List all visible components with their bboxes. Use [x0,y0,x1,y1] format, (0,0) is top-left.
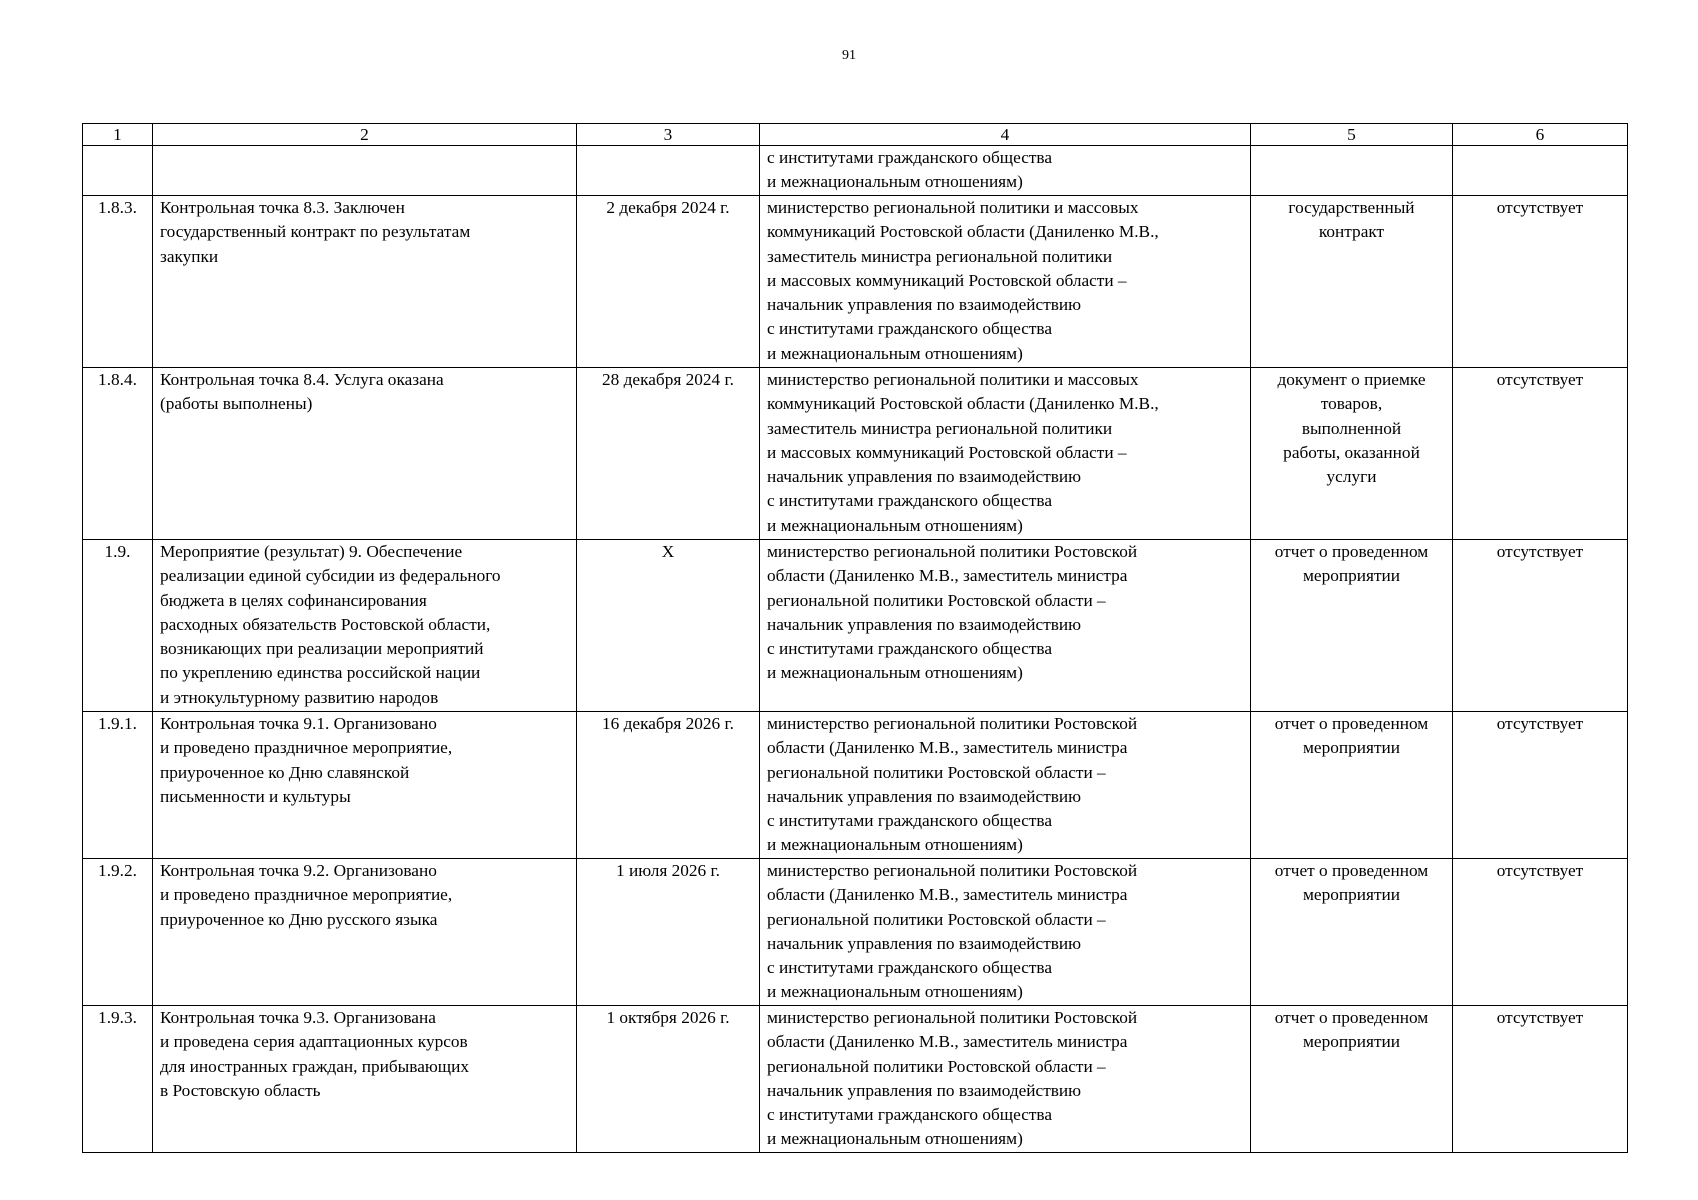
cell-date [577,1006,760,1153]
document-line: контракт [1318,222,1385,242]
column-header-3: 3 [577,124,760,146]
responsible-line: и межнациональным отношениям) [767,663,1023,683]
event-line: приуроченное ко Дню славянской [160,762,410,782]
event-line: расходных обязательств Ростовской области, [160,614,491,634]
row-number: 1.9.1. [98,714,137,733]
responsible-line: с институтами гражданского общества [767,148,1053,167]
cell-event [153,540,577,712]
responsible-line: и межнациональным отношениям) [767,172,1023,192]
date-text: 28 декабря 2024 г. [602,370,734,389]
event-line: письменности и культуры [160,786,351,806]
cell-num [83,368,153,540]
responsible-line: министерство региональной политики Ростовской [767,1008,1138,1027]
column-header-2: 2 [153,124,577,146]
responsible-line: коммуникаций Ростовской области (Даниленко М.В., [767,222,1159,242]
plan-table [82,123,1628,1153]
event-line: закупки [160,246,219,266]
cell-responsible [760,859,1251,1006]
responsible-line: области (Даниленко М.В., заместитель министра [767,738,1128,758]
event-line: и этнокультурному развитию народов [160,687,439,707]
document-line: отчет о проведенном [1274,714,1429,733]
table-row [83,368,1628,540]
system-text: отсутствует [1496,714,1584,733]
table-row [83,1006,1628,1153]
document-line: отчет о проведенном [1274,542,1429,561]
column-header-1: 1 [83,124,153,146]
responsible-line: с институтами гражданского общества [767,811,1053,831]
event-line: и проведена серия адаптационных курсов [160,1032,468,1052]
document-line: услуги [1326,467,1377,487]
responsible-line: региональной политики Ростовской области – [767,909,1106,929]
cell-responsible [760,540,1251,712]
cell-date [577,146,760,196]
responsible-line: области (Даниленко М.В., заместитель министра [767,566,1128,586]
date-text: Х [661,542,675,561]
responsible-line: министерство региональной политики и массовых [767,198,1139,217]
row-number: 1.8.4. [98,370,137,389]
event-line: Контрольная точка 9.2. Организовано [160,861,437,880]
document-line: мероприятии [1302,1032,1401,1052]
page-number: 91 [842,48,856,63]
responsible-line: и межнациональным отношениям) [767,343,1023,363]
cell-system [1453,712,1628,859]
event-line: государственный контракт по результатам [160,222,471,242]
date-text: 16 декабря 2026 г. [602,714,734,733]
cell-system [1453,859,1628,1006]
table-row [83,196,1628,368]
responsible-line: коммуникаций Ростовской области (Даниленко М.В., [767,394,1159,414]
continuation-row [83,146,1628,196]
responsible-line: с институтами гражданского общества [767,958,1053,978]
event-line: Контрольная точка 8.4. Услуга оказана [160,370,444,389]
cell-date [577,368,760,540]
event-line: Контрольная точка 9.1. Организовано [160,714,437,733]
event-line: (работы выполнены) [160,394,313,414]
column-header-6: 6 [1453,124,1628,146]
event-line: для иностранных граждан, прибывающих [160,1056,470,1076]
cell-document [1251,540,1453,712]
responsible-line: области (Даниленко М.В., заместитель министра [767,885,1128,905]
responsible-line: и межнациональным отношениям) [767,982,1023,1002]
date-text: 1 октября 2026 г. [606,1008,730,1027]
event-line: Контрольная точка 9.3. Организована [160,1008,436,1027]
responsible-line: региональной политики Ростовской области – [767,762,1106,782]
cell-num [83,859,153,1006]
responsible-line: министерство региональной политики Ростовской [767,861,1138,880]
table-row [83,712,1628,859]
event-line: и проведено праздничное мероприятие, [160,885,453,905]
table-row [83,540,1628,712]
document-line: документ о приемке [1277,370,1426,389]
cell-date [577,196,760,368]
document-line: отчет о проведенном [1274,861,1429,880]
table-row [83,859,1628,1006]
system-text: отсутствует [1496,370,1584,389]
responsible-line: региональной политики Ростовской области – [767,590,1106,610]
responsible-line: начальник управления по взаимодействию [767,614,1082,634]
cell-event [153,712,577,859]
cell-num [83,196,153,368]
document-line: товаров, [1320,394,1383,414]
cell-document [1251,712,1453,859]
responsible-line: начальник управления по взаимодействию [767,933,1082,953]
cell-event [153,859,577,1006]
responsible-line: начальник управления по взаимодействию [767,295,1082,315]
cell-event [153,368,577,540]
cell-event [153,1006,577,1153]
responsible-line: с институтами гражданского общества [767,639,1053,659]
column-header-5: 5 [1251,124,1453,146]
responsible-line: заместитель министра региональной политики [767,246,1113,266]
cell-system [1453,368,1628,540]
cell-document [1251,196,1453,368]
event-line: бюджета в целях софинансирования [160,590,427,610]
responsible-line: с институтами гражданского общества [767,491,1053,511]
responsible-line: и межнациональным отношениям) [767,1129,1023,1149]
responsible-line: и массовых коммуникаций Ростовской области – [767,442,1127,462]
cell-date [577,712,760,859]
cell-document [1251,859,1453,1006]
responsible-line: министерство региональной политики Ростовской [767,714,1138,733]
responsible-line: региональной политики Ростовской области – [767,1056,1106,1076]
date-text: 2 декабря 2024 г. [606,198,730,217]
cell-system [1453,196,1628,368]
event-line: в Ростовскую область [160,1080,321,1100]
responsible-line: и межнациональным отношениям) [767,515,1023,535]
cell-event [153,146,577,196]
cell-document [1251,146,1453,196]
responsible-line: министерство региональной политики и массовых [767,370,1139,389]
date-text: 1 июля 2026 г. [616,861,720,880]
cell-num [83,1006,153,1153]
responsible-line: и межнациональным отношениям) [767,835,1023,855]
system-text: отсутствует [1496,1008,1584,1027]
document-line: государственный [1288,198,1415,217]
responsible-line: с институтами гражданского общества [767,319,1053,339]
event-line: Контрольная точка 8.3. Заключен [160,198,405,217]
header-row [83,124,1628,146]
responsible-line: области (Даниленко М.В., заместитель министра [767,1032,1128,1052]
event-line: реализации единой субсидии из федерального [160,566,501,586]
row-number: 1.9.3. [98,1008,137,1027]
event-line: приуроченное ко Дню русского языка [160,909,438,929]
cell-document [1251,368,1453,540]
event-line: возникающих при реализации мероприятий [160,639,484,659]
cell-responsible [760,146,1251,196]
responsible-line: министерство региональной политики Ростовской [767,542,1138,561]
row-number: 1.9. [104,542,131,561]
document-line: выполненной [1301,418,1402,438]
responsible-line: начальник управления по взаимодействию [767,467,1082,487]
cell-num [83,712,153,859]
cell-event [153,196,577,368]
cell-num [83,146,153,196]
document-line: отчет о проведенном [1274,1008,1429,1027]
system-text: отсутствует [1496,542,1584,561]
responsible-line: начальник управления по взаимодействию [767,786,1082,806]
row-number: 1.9.2. [98,861,137,880]
cell-system [1453,540,1628,712]
cell-date [577,540,760,712]
responsible-line: и массовых коммуникаций Ростовской области – [767,270,1127,290]
cell-responsible [760,368,1251,540]
cell-num [83,540,153,712]
document-line: мероприятии [1302,566,1401,586]
cell-date [577,859,760,1006]
system-text: отсутствует [1496,198,1584,217]
system-text: отсутствует [1496,861,1584,880]
row-number: 1.8.3. [98,198,137,217]
cell-document [1251,1006,1453,1153]
cell-responsible [760,1006,1251,1153]
cell-system [1453,146,1628,196]
responsible-line: заместитель министра региональной политики [767,418,1113,438]
event-line: Мероприятие (результат) 9. Обеспечение [160,542,463,561]
document-line: мероприятии [1302,738,1401,758]
cell-responsible [760,196,1251,368]
document-line: мероприятии [1302,885,1401,905]
responsible-line: с институтами гражданского общества [767,1105,1053,1125]
document-line: работы, оказанной [1283,442,1420,462]
event-line: по укреплению единства российской нации [160,663,481,683]
column-header-4: 4 [760,124,1251,146]
event-line: и проведено праздничное мероприятие, [160,738,453,758]
responsible-line: начальник управления по взаимодействию [767,1080,1082,1100]
cell-responsible [760,712,1251,859]
cell-system [1453,1006,1628,1153]
